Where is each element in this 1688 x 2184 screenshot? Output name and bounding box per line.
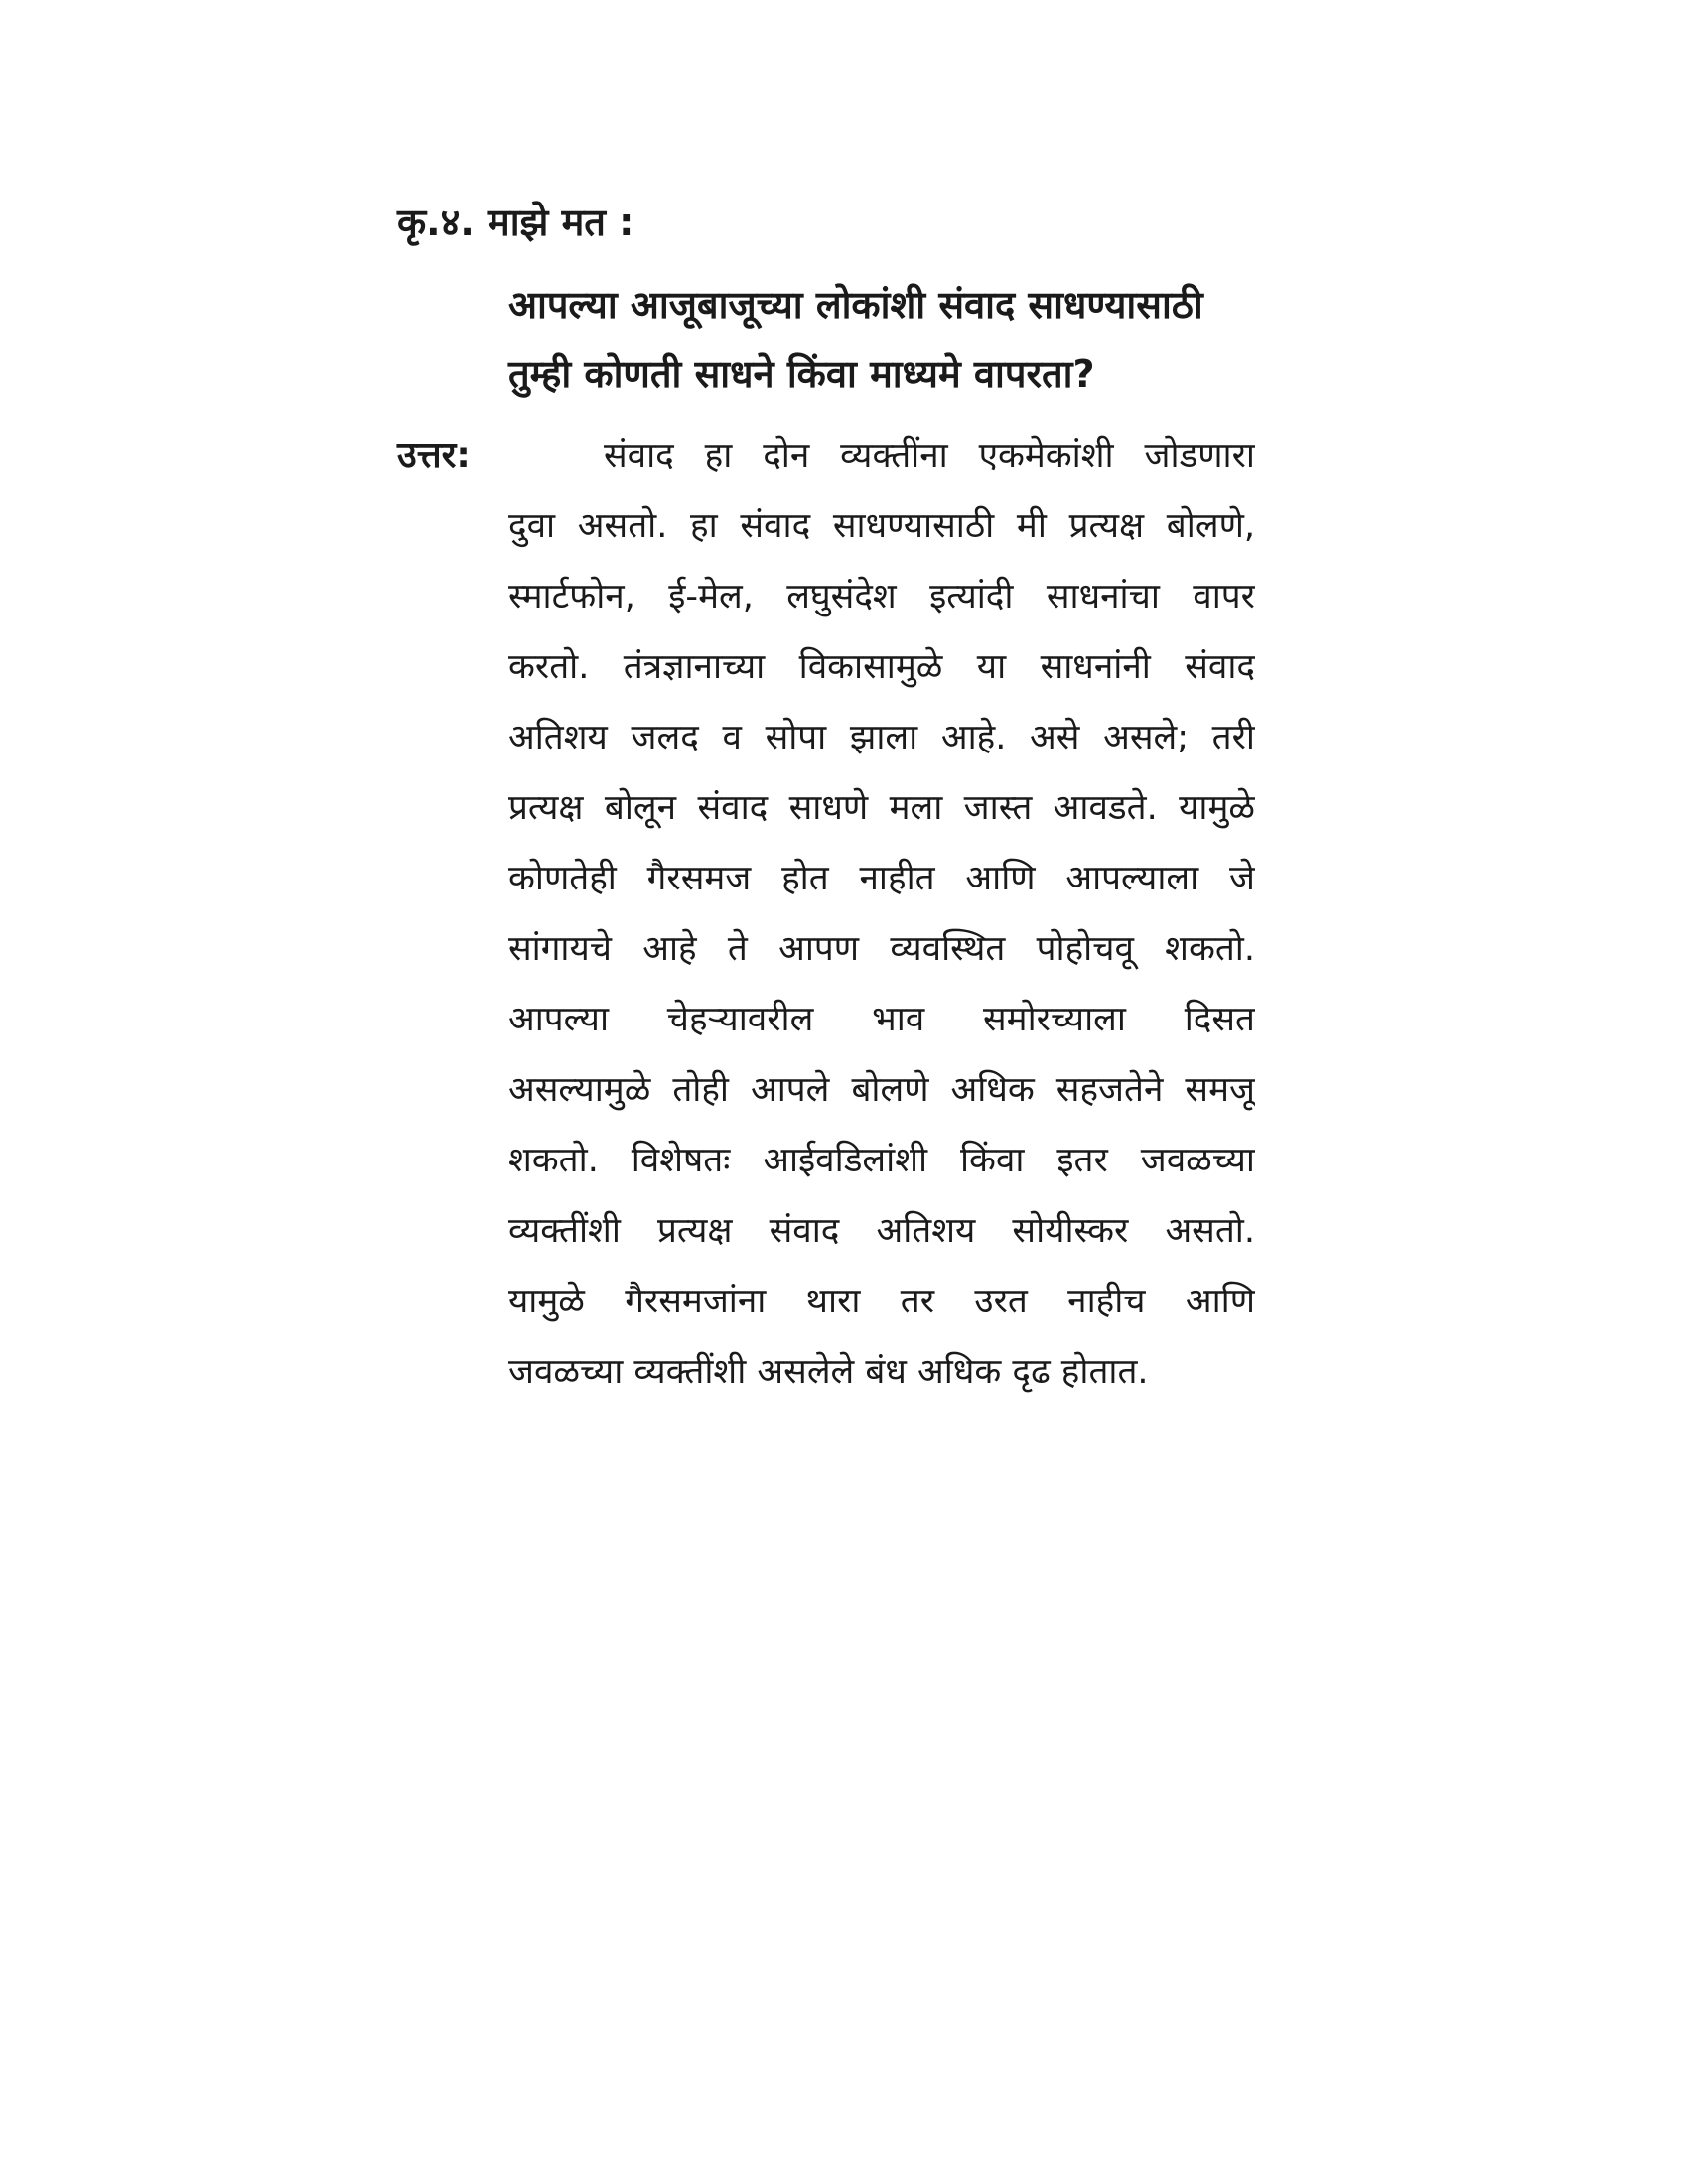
section-heading: कृ.४. माझे मत : [397,201,634,244]
answer-line: प्रत्यक्ष बोलून संवाद साधणे मला जास्त आवडते. यामुळे [508,788,1255,828]
question-block [508,270,1263,409]
answer-paragraph [508,421,1255,1408]
answer-line: कोणतेही गैरसमज होत नाहीत आणि आपल्याला जे [508,859,1255,898]
answer-line: स्मार्टफोन, ई-मेल, लघुसंदेश इत्यांदी साधनांचा वापर [508,577,1255,616]
answer-line: यामुळे गैरसमजांना थारा तर उरत नाहीच आणि [508,1282,1255,1321]
answer-line: सांगायचे आहे ते आपण व्यवस्थित पोहोचवू शकतो. [508,929,1255,969]
answer-line: शकतो. विशेषतः आईवडिलांशी किंवा इतर जवळच्या [508,1141,1255,1180]
answer-line: संवाद हा दोन व्यक्तींना एकमेकांशी जोडणारा [604,436,1255,476]
question-line: आपल्या आजूबाजूच्या लोकांशी संवाद साधण्यासाठी [508,283,1203,327]
answer-line: अतिशय जलद व सोपा झाला आहे. असे असले; तरी [508,718,1255,757]
question-line: तुम्ही कोणती साधने किंवा माध्यमे वापरता? [508,352,1095,396]
answer-line: व्यक्तींशी प्रत्यक्ष संवाद अतिशय सोयीस्कर असतो. [508,1211,1255,1251]
answer-line: करतो. तंत्रज्ञानाच्या विकासामुळे या साधनांनी संवाद [508,647,1255,687]
answer-label: उत्तर: [397,435,471,476]
answer-line: दुवा असतो. हा संवाद साधण्यासाठी मी प्रत्यक्ष बोलणे, [508,506,1255,546]
answer-line: असल्यामुळे तोही आपले बोलणे अधिक सहजतेने समजू [508,1070,1255,1110]
answer-line: जवळच्या व्यक्तींशी असलेले बंध अधिक दृढ होतात. [508,1352,1149,1392]
answer-line: आपल्या चेहऱ्यावरील भाव समोरच्याला दिसत [508,1000,1255,1039]
